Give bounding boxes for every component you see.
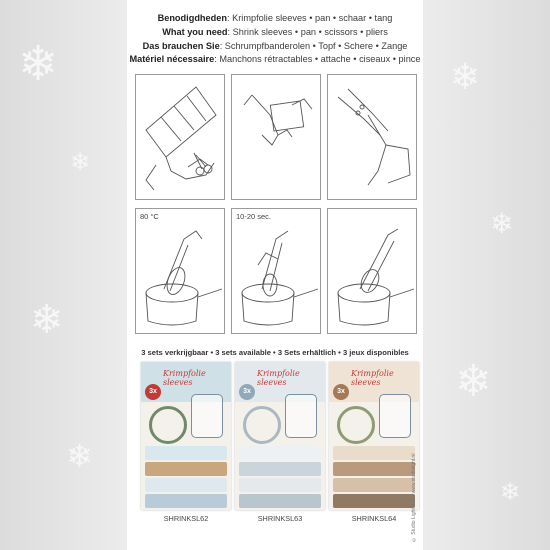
count-badge: 3x (145, 384, 161, 400)
cut-sleeve-illustration (136, 75, 226, 201)
sleeve-row (145, 462, 227, 476)
sleeve-row (333, 462, 415, 476)
pan-finished-illustration (328, 209, 418, 335)
sleeve-row (239, 478, 321, 492)
snowflake-decoration: ❄ (450, 57, 481, 98)
product-code: SHRINKSL63 (257, 514, 303, 523)
availability-text: 3 sets verkrijgbaar • 3 sets available • 3 Sets erhältlich • 3 jeux disponibles (141, 348, 409, 357)
right-snow-background (423, 0, 550, 550)
package-title: Krimpfolie sleeves (163, 369, 206, 387)
materials-list (127, 12, 423, 67)
jar-image (379, 394, 411, 438)
package-title: Krimpfolie sleeves (257, 369, 300, 387)
sleeve-row (333, 478, 415, 492)
snowflake-decoration: ❄ (490, 207, 514, 240)
materials-line-nl: Benodigdheden: Krimpfolie sleeves • pan • schaar • tang (157, 13, 393, 23)
sleeve-row (239, 494, 321, 508)
pan-dip-timed-illustration (232, 209, 322, 335)
materials-line-de: Das brauchen Sie: Schrumpfbanderolen • Topf • Schere • Zange (142, 40, 408, 51)
sleeve-row (145, 446, 227, 460)
sleeve-row (333, 446, 415, 460)
product-code: SHRINKSL64 (351, 514, 397, 523)
wreath-sleeve-image (337, 406, 375, 444)
snowflake-decoration: ❄ (30, 297, 64, 343)
snowflake-decoration: ❄ (18, 36, 59, 92)
sleeve-row (145, 494, 227, 508)
materials-line-en: What you need: Shrink sleeves • pan • scissors • pliers (162, 26, 388, 37)
step-5-dip-time (231, 208, 321, 334)
product-package-63 (235, 362, 325, 510)
snowflake-decoration: ❄ (500, 478, 521, 506)
step-3-hold-with-pliers (327, 74, 417, 200)
snowflake-decoration: ❄ (66, 437, 93, 475)
copyright-text: © Studio Light B.V. • www.studiolight.nl (411, 453, 417, 542)
sleeve-row (145, 478, 227, 492)
count-badge: 3x (239, 384, 255, 400)
product-package-62 (141, 362, 231, 510)
package-title: Krimpfolie sleeves (351, 369, 394, 387)
step-1-cut-sleeve (135, 74, 225, 200)
hold-with-pliers-illustration (328, 75, 418, 201)
snowflake-decoration: ❄ (455, 356, 492, 407)
instruction-panel (127, 0, 423, 550)
count-badge: 3x (333, 384, 349, 400)
wreath-sleeve-image (149, 406, 187, 444)
step-4-heat-water (135, 208, 225, 334)
pan-dip-illustration (136, 209, 226, 335)
step-2-slide-sleeve (231, 74, 321, 200)
jar-image (191, 394, 223, 438)
product-code: SHRINKSL62 (163, 514, 209, 523)
sleeve-row (333, 494, 415, 508)
snowflake-decoration: ❄ (70, 148, 91, 176)
sleeve-row (239, 462, 321, 476)
materials-line-fr: Matériel nécessaire: Manchons rétractables • attache • ciseaux • pince (129, 54, 421, 65)
jar-image (285, 394, 317, 438)
sleeve-row (239, 446, 321, 460)
wreath-sleeve-image (243, 406, 281, 444)
step-illustration-grid (135, 74, 417, 340)
product-package-64 (329, 362, 419, 510)
duration-label: 10-20 sec. (236, 212, 272, 221)
step-6-finished (327, 208, 417, 334)
slide-sleeve-illustration (232, 75, 322, 201)
temperature-label: 80 °C (140, 212, 159, 221)
